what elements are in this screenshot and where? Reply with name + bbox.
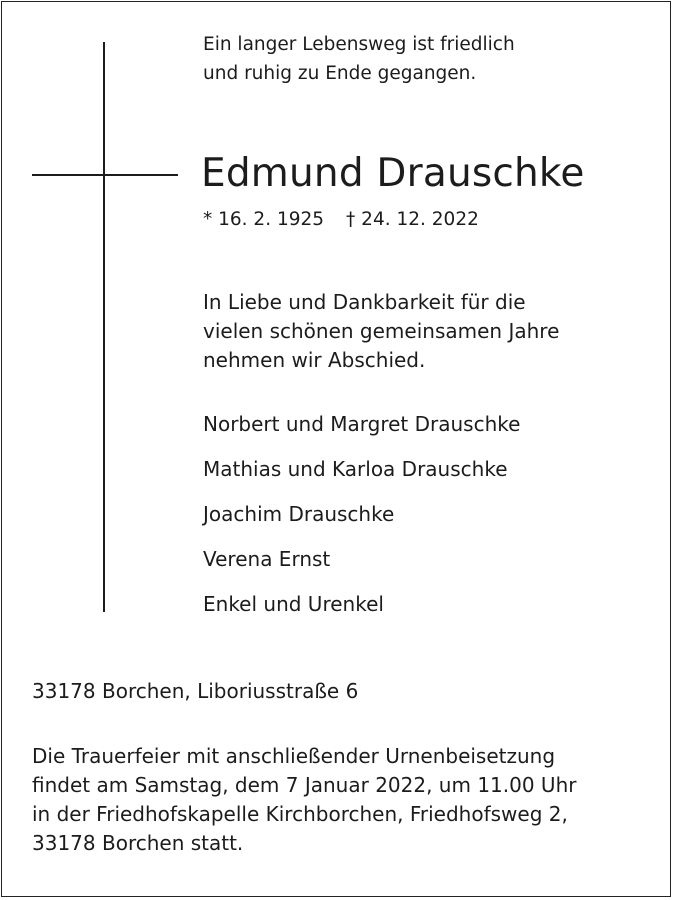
- dedication-line: vielen schönen gemeinsamen Jahre: [203, 319, 560, 343]
- dedication-line: In Liebe und Dankbarkeit für die: [203, 290, 526, 314]
- dedication-text: [203, 288, 559, 375]
- cross-bar: [32, 174, 178, 176]
- intro-text: [203, 30, 515, 88]
- dedication-line: nehmen wir Abschied.: [203, 348, 426, 372]
- mourners-list: [203, 409, 520, 634]
- birth-date: * 16. 2. 1925: [203, 209, 325, 230]
- funeral-line: findet am Samstag, dem 7 Januar 2022, um 11.00 Uhr: [32, 773, 577, 797]
- life-dates: [203, 205, 479, 235]
- family-address: 33178 Borchen, Liboriusstraße 6: [32, 679, 359, 703]
- funeral-line: Die Trauerfeier mit anschließender Urnenbeisetzung: [32, 744, 556, 768]
- death-date: † 24. 12. 2022: [346, 209, 479, 230]
- mourner-name: Verena Ernst: [203, 547, 331, 571]
- funeral-info: [32, 742, 576, 858]
- funeral-line: 33178 Borchen statt.: [32, 831, 244, 855]
- mourner-name: Mathias und Karloa Drauschke: [203, 457, 508, 481]
- funeral-line: in der Friedhofskapelle Kirchborchen, Friedhofsweg 2,: [32, 802, 568, 826]
- mourner-name: Enkel und Urenkel: [203, 592, 384, 616]
- mourner-name: Norbert und Margret Drauschke: [203, 412, 521, 436]
- intro-line: Ein langer Lebensweg ist friedlich: [203, 34, 515, 55]
- deceased-name: Edmund Drauschke: [201, 151, 585, 196]
- intro-line: und ruhig zu Ende gegangen.: [203, 63, 477, 84]
- mourner-name: Joachim Drauschke: [203, 502, 395, 526]
- cross-icon: [103, 42, 105, 612]
